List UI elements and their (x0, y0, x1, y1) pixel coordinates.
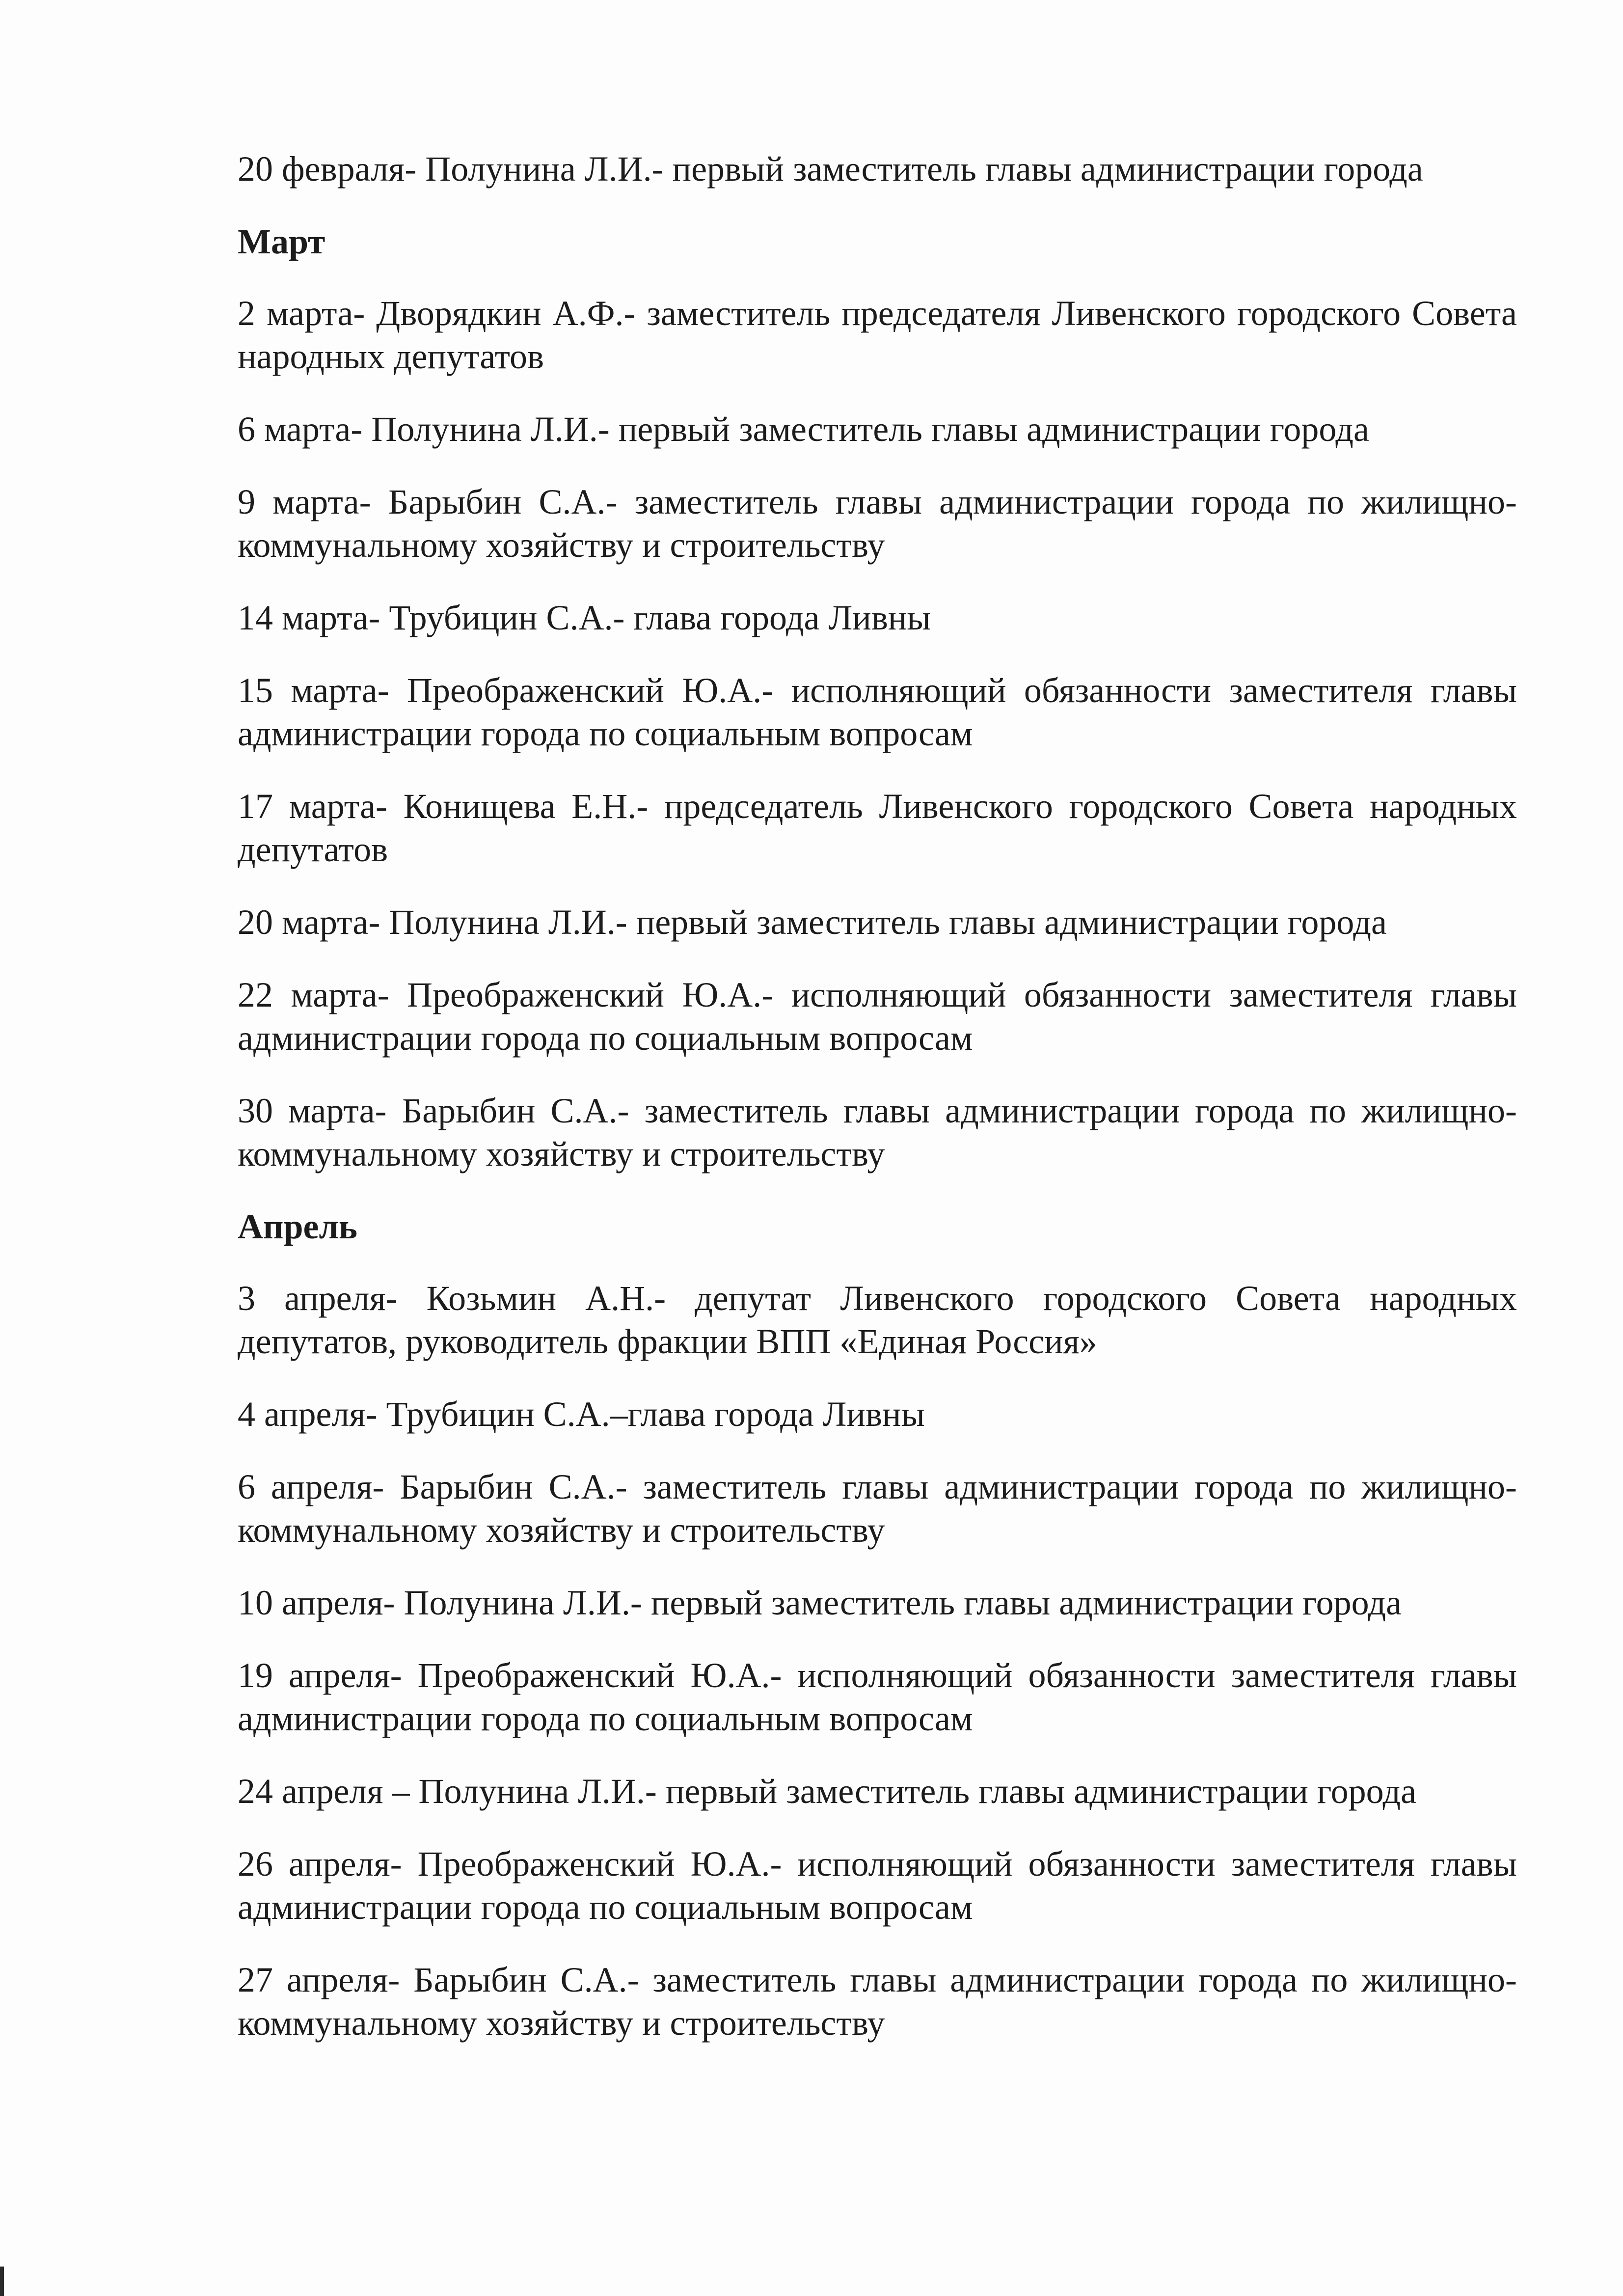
schedule-entry: 26 апреля- Преображенский Ю.А.- исполняющий обязанности заместителя главы администрации города по социальным вопросам (238, 1844, 1517, 1927)
month-heading: Апрель (238, 1207, 357, 1246)
schedule-entry: 3 апреля- Козьмин А.Н.- депутат Ливенского городского Совета народных депутатов, руководитель фракции ВПП «Единая Россия» (238, 1279, 1517, 1361)
schedule-entry: 20 февраля- Полунина Л.И.- первый заместитель главы администрации города (238, 149, 1423, 189)
month-heading: Март (238, 222, 325, 261)
schedule-entry: 2 марта- Дворядкин А.Ф.- заместитель председателя Ливенского городского Совета народных депутатов (238, 294, 1517, 376)
schedule-entry: 30 марта- Барыбин С.А.- заместитель главы администрации города по жилищно-коммунальному хозяйству и строительству (238, 1091, 1517, 1174)
schedule-entry: 10 апреля- Полунина Л.И.- первый заместитель главы администрации города (238, 1583, 1402, 1622)
schedule-entry: 17 марта- Конищева Е.Н.- председатель Ливенского городского Совета народных депутатов (238, 787, 1517, 869)
schedule-entry: 27 апреля- Барыбин С.А.- заместитель главы администрации города по жилищно-коммунальному хозяйству и строительству (238, 1960, 1517, 2043)
schedule-entry: 19 апреля- Преображенский Ю.А.- исполняющий обязанности заместителя главы администрации города по социальным вопросам (238, 1656, 1517, 1738)
schedule-entry: 4 апреля- Трубицин С.А.–глава города Ливны (238, 1394, 925, 1434)
schedule-entry: 20 марта- Полунина Л.И.- первый заместитель главы администрации города (238, 902, 1387, 942)
schedule-entry: 14 марта- Трубицин С.А.- глава города Ливны (238, 598, 931, 637)
schedule-entry: 9 марта- Барыбин С.А.- заместитель главы администрации города по жилищно-коммунальному хозяйству и строительству (238, 482, 1517, 565)
schedule-entry: 15 марта- Преображенский Ю.А.- исполняющий обязанности заместителя главы администрации города по социальным вопросам (238, 671, 1517, 753)
schedule-entry: 22 марта- Преображенский Ю.А.- исполняющий обязанности заместителя главы администрации города по социальным вопросам (238, 975, 1517, 1058)
schedule-entry: 6 марта- Полунина Л.И.- первый заместитель главы администрации города (238, 410, 1369, 449)
schedule-entry: 6 апреля- Барыбин С.А.- заместитель главы администрации города по жилищно-коммунальному хозяйству и строительству (238, 1467, 1517, 1550)
scan-edge-mark (0, 2267, 4, 2296)
schedule-list (238, 147, 1517, 2074)
schedule-entry: 24 апреля – Полунина Л.И.- первый заместитель главы администрации города (238, 1772, 1417, 1811)
